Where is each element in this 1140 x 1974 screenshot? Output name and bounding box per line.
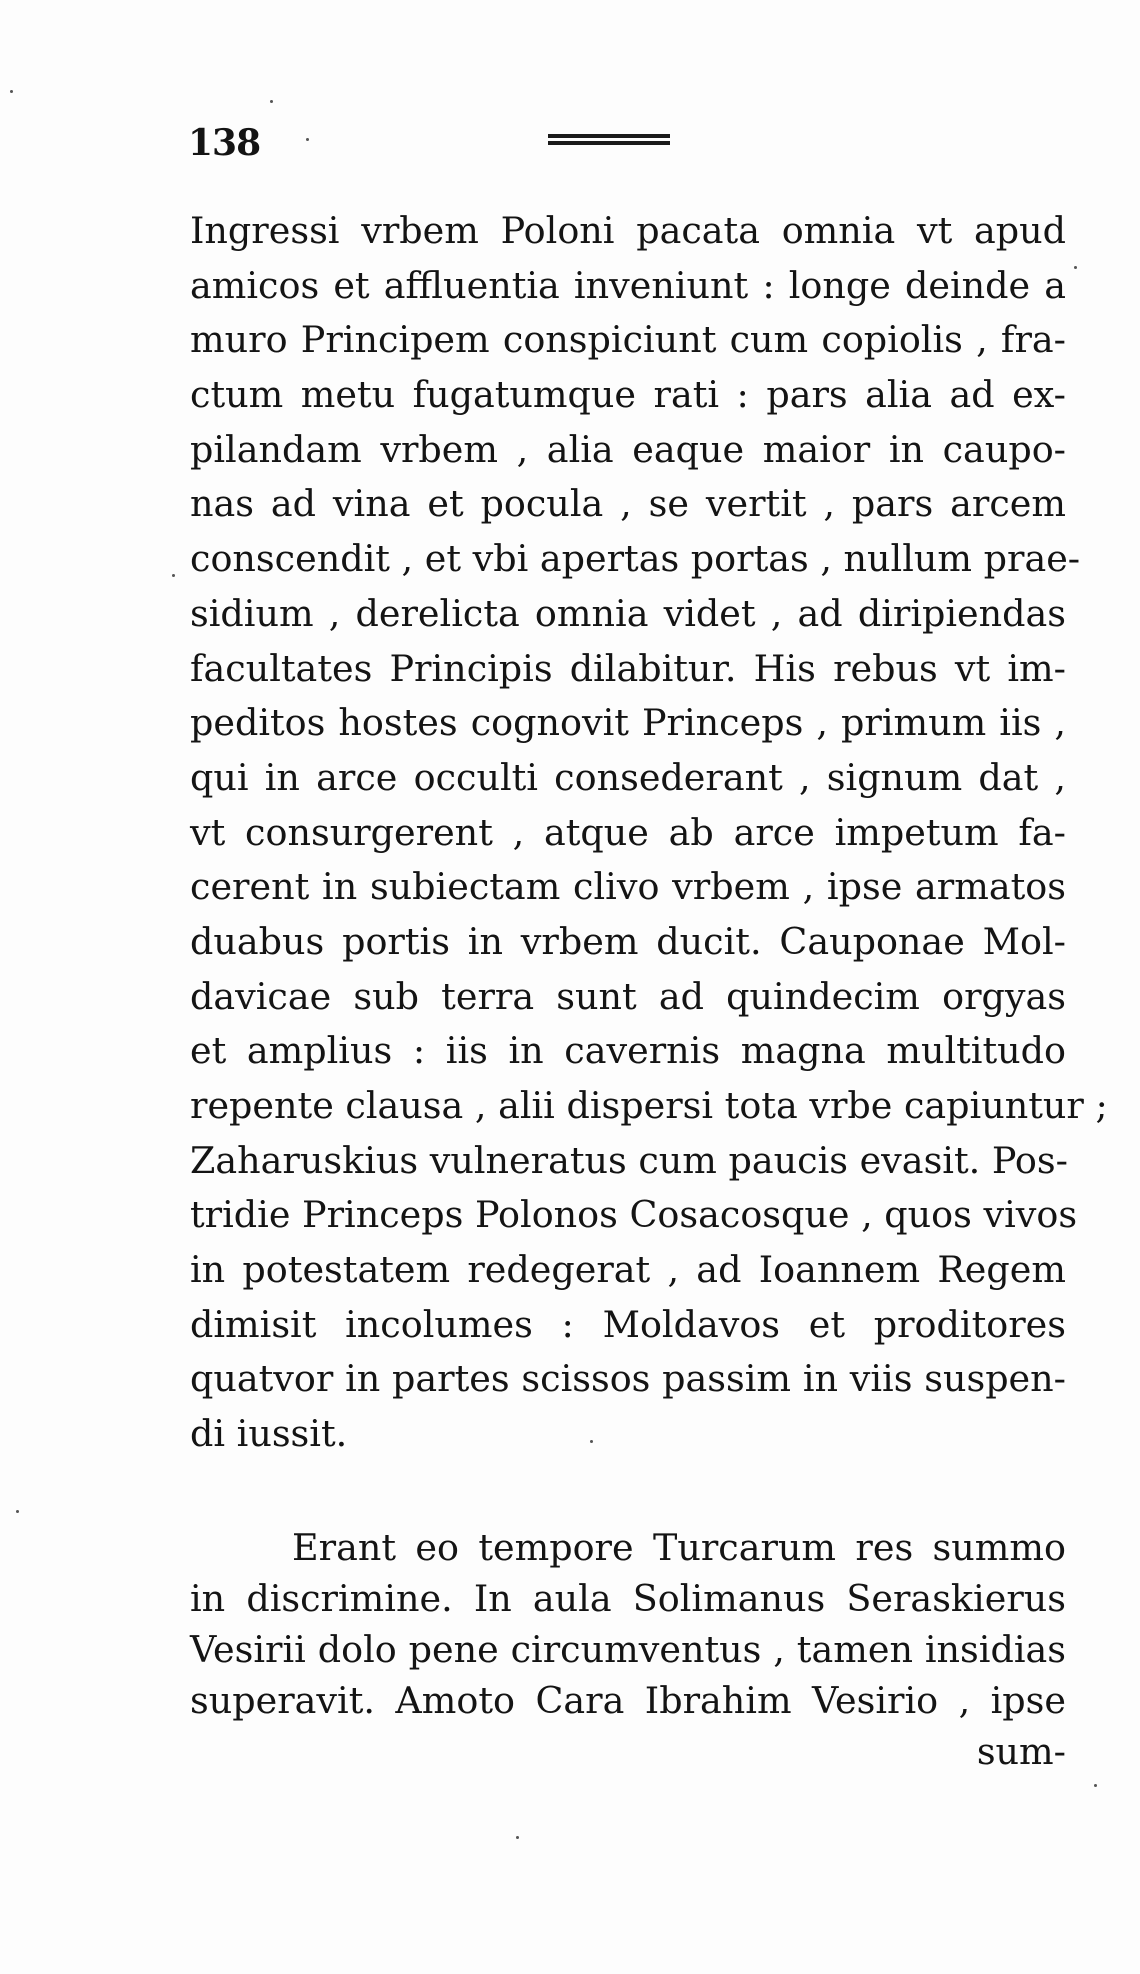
print-speck [1074, 266, 1077, 269]
text-line: amicos et affluentia inveniunt : longe deinde a [190, 263, 1066, 307]
text-line: Ingressi vrbem Poloni pacata omnia vt apud [190, 209, 1066, 252]
page-number: 138 [188, 122, 261, 164]
print-speck [516, 1836, 519, 1839]
text-line: muro Principem conspiciunt cum copiolis , fra- [190, 318, 1066, 362]
text-line: davicae sub terra sunt ad quindecim orgyas [190, 974, 1066, 1018]
text-line: duabus portis in vrbem ducit. Cauponae Mol- [190, 919, 1066, 963]
text-line: tridie Princeps Polonos Cosacosque , quos vivos [190, 1193, 1078, 1237]
text-line: repente clausa , alii dispersi tota vrbe capiuntur ; [190, 1084, 1108, 1127]
text-line: cerent in subiectam clivo vrbem , ipse armatos [190, 865, 1066, 909]
text-line: qui in arce occulti consederant , signum dat , [190, 755, 1066, 799]
text-line: di iussit. [190, 1412, 348, 1456]
print-speck [270, 100, 273, 103]
text-line: pilandam vrbem , alia eaque maior in caupo- [190, 427, 1066, 471]
text-line: et amplius : iis in cavernis magna multitudo [190, 1029, 1066, 1073]
print-speck [16, 1510, 19, 1513]
text-line: conscendit , et vbi apertas portas , nullum prae- [190, 537, 1081, 581]
text-line: vt consurgerent , atque ab arce impetum fa- [190, 810, 1066, 854]
text-line: nas ad vina et pocula , se vertit , pars arcem [190, 482, 1066, 526]
text-line: ctum metu fugatumque rati : pars alia ad ex- [190, 373, 1066, 417]
text-line: in discrimine. In aula Solimanus Seraskierus [190, 1577, 1066, 1620]
paragraph-2 [190, 1522, 1066, 1777]
text-line: Erant eo tempore Turcarum res summo [292, 1526, 1066, 1569]
print-speck [590, 1440, 593, 1443]
text-line: sidium , derelicta omnia videt , ad diripiendas [190, 591, 1066, 635]
catchword: sum- [976, 1730, 1066, 1773]
paragraph-1 [190, 204, 1108, 1462]
text-line: quatvor in partes scissos passim in viis suspen- [190, 1357, 1066, 1401]
text-line: Zaharuskius vulneratus cum paucis evasit. Pos- [190, 1138, 1068, 1182]
text-line: superavit. Amoto Cara Ibrahim Vesirio , ipse [190, 1679, 1066, 1722]
text-line: facultates Principis dilabitur. His rebus vt im- [190, 646, 1066, 690]
print-speck [10, 90, 13, 93]
text-line: in potestatem redegerat , ad Ioannem Regem [190, 1248, 1066, 1292]
text-line: Vesirii dolo pene circumventus , tamen insidias [190, 1628, 1066, 1671]
print-speck [172, 574, 175, 577]
header-ornament-rule [548, 134, 670, 152]
print-speck [306, 138, 309, 141]
text-line: dimisit incolumes : Moldavos et proditores [190, 1302, 1066, 1346]
print-speck [1094, 1784, 1097, 1787]
text-line: peditos hostes cognovit Princeps , primum iis , [190, 701, 1066, 745]
